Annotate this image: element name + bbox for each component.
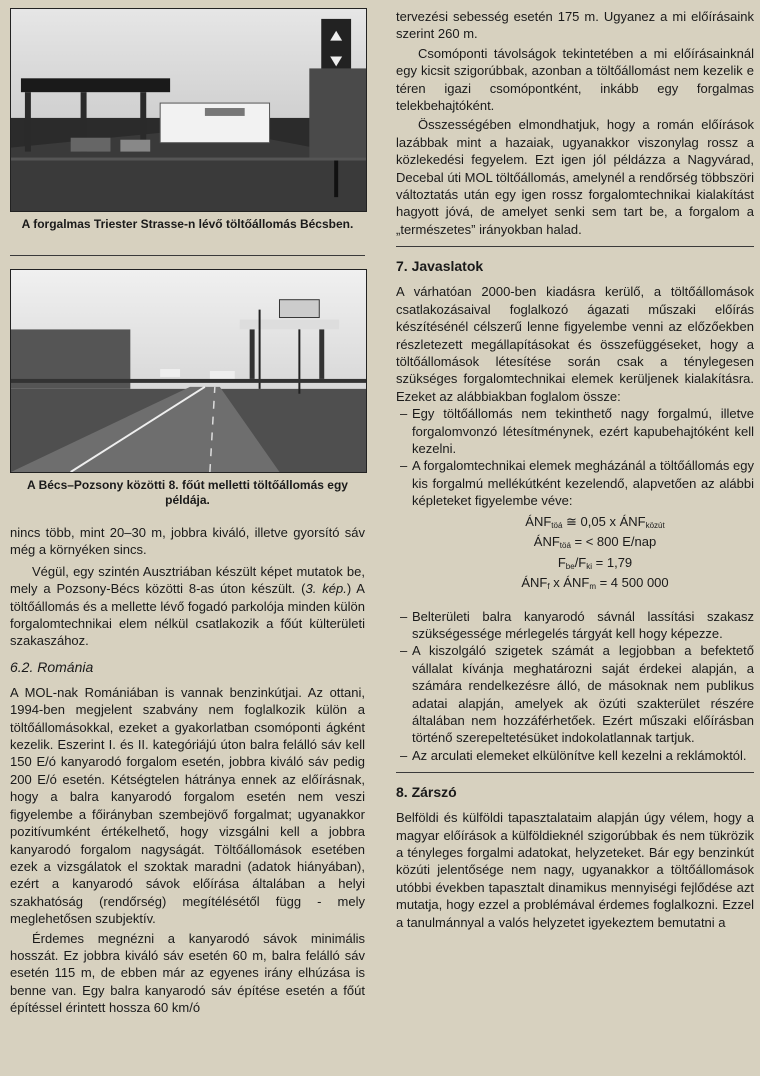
section-heading-closing: 8. Zárszó bbox=[396, 784, 457, 801]
divider-rule bbox=[396, 772, 754, 773]
paragraph-romania: A MOL-nak Romániában is vannak benzinkútjai. Az ottani, 1994-ben megjelent szabvány nem foglalkozik külön a töltőállomásokkal, ezeket a gyakorlatban csomóponti ágként kezelik. Eszerint I. és II. kategóriájú úton balra felálló sáv kell 150 E/ó kanyarodó forgalom esetén, jobbra kiváló sáv pedig 200 E/ó esetén. Kétségtelen hátránya ennek az előírásnak, hogy a balra kanyarodó forgalom esetén nem veszi figyelembe a főirányban szembejövő forgalmat; ugyanakkor pozitívumként értékelhető, hogy vizsgálni kell a jobbra kanyarodó forgalom nagyságát. Töltőállomások esetében ezek a vizsgálatok el szoktak maradni (adatok hiányában), ezért a kanyarodó sávok előírása általában a helyi szakhatóság (rendőrség) megítélésétől függ - mely meglehetősen szubjektív. bbox=[10, 684, 365, 927]
photo-vienna-image bbox=[11, 9, 366, 211]
list-item: – Egy töltőállomás nem tekinthető nagy forgalmú, illetve forgalomvonzó létesítménynek, ezért kapubehajtóként kell kezelni. bbox=[396, 405, 754, 457]
divider-rule bbox=[10, 255, 365, 256]
formula-4: $ÁNF_f$ x $ÁNF_m = 4$ 500 000 bbox=[521, 575, 669, 592]
list-item: – Az arculati elemeket elkülönítve kell kezelni a reklámoktól. bbox=[396, 747, 754, 764]
formula-1: $ÁNF_{töá}$ ≅ 0,05 x $ÁNF_{közút}$ bbox=[525, 513, 665, 530]
left-body bbox=[10, 524, 365, 1017]
paragraph: nincs több, mint 20–30 m, jobbra kiváló, illetve gyorsító sáv még a környéken sincs. bbox=[10, 525, 365, 558]
paragraph-austria-photo bbox=[10, 563, 365, 650]
paragraph: tervezési sebesség esetén 175 m. Ugyanez a mi előírásaink szerint 260 m. bbox=[396, 9, 754, 42]
right-column bbox=[396, 8, 754, 931]
paragraph-lane-length: Érdemes megnézni a kanyarodó sávok minimális hosszát. Ez jobbra kiváló sáv esetén 60 m, balra felálló sáv esetén 115 m, de ebben már az egyenes irány elhúzása is benne van. Egy balra kanyarodó sáv építése esetén a főút építéssel érintett hossza 60 km/ó bbox=[10, 930, 365, 1016]
paragraph-summary: Összességében elmondhatjuk, hogy a román előírások lazábbak mint a hazaiak, ugyanakkor viszonylag rossz a közlekedési fegyelem. Ezt igen jól példázza a Nagyvárad, Decebal úti MOL töltőállomás, amelynél a rendőrség többszöri változtatás után egy igen rossz forgalomtechnikai kialakítást hagyott jóvá, de amelyet senki sem tart be, a forgalom a „természetes” irányokban halad. bbox=[396, 117, 754, 237]
caption-photo-2: A Bécs–Pozsony közötti 8. főút melletti töltőállomás egy példája. bbox=[27, 478, 348, 507]
divider-rule bbox=[396, 246, 754, 247]
list-item: – A kiszolgáló szigetek számát a legjobban a befektető vállalat kívánja meghatározni saját érdekei alapján, a számára rendelkezésre álló, de másoknak nem publikus adatai alapján, amelyek ak özúti szakterület részére általában nem hozzáférhetőek. Ezért műszaki előírásban történő szerepeltetésüket indokolatlannak tartjuk. bbox=[396, 642, 754, 746]
photo-vienna-station bbox=[10, 8, 367, 212]
caption-photo-1: A forgalmas Triester Strasse-n lévő töltőállomás Bécsben. bbox=[21, 217, 354, 231]
paragraph-text: Végül, egy szintén Ausztriában készült képet mutatok be, mely a Pozsony-Bécs közötti 8-as úton készült. ( bbox=[10, 563, 365, 597]
subsection-heading-romania: 6.2. Románia bbox=[10, 658, 94, 675]
left-column bbox=[10, 8, 365, 1017]
list-item: – Belterületi balra kanyarodó sávnál lassítási szakasz szükségessége mérlegelés tárgyát kell hogy képezze. bbox=[396, 608, 754, 643]
section-heading-proposals: 7. Javaslatok bbox=[396, 258, 484, 275]
photo-bratislava-road bbox=[10, 269, 367, 473]
list-item: – A forgalomtechnikai elemek megházánál a töltőállomás egy kis forgalmú mellékútként kezelendő, alapvetően az alábbi képleteket figyelembe véve: bbox=[396, 457, 754, 509]
formula-3: $F_{be}/F_{ki} = 1,79$ bbox=[557, 554, 633, 571]
formula-2: $ÁNF_{töá}$ = < 800 E/nap bbox=[533, 534, 657, 551]
paragraph-proposals: A várhatóan 2000-ben kiadásra kerülő, a töltőállomások csatlakozásaival foglalkozó ágazati műszaki előírás készítésénél célszerű lenne figyelembe venni az előzőekben részletezett megállapításokat és összefüggéseket, hogy a töltőállomások létesítése során csak a ténylegesen szükséges forgalomtechnikai elemek kerüljenek kialakításra. Ezeket az alábbiakban foglalom össze: bbox=[396, 284, 754, 404]
photo-road-image bbox=[11, 270, 366, 472]
photo-reference: 3. kép. bbox=[305, 581, 347, 597]
paragraph-junction-distance: Csomóponti távolságok tekintetében a mi előírásainknál egy kicsit szigorúbbak, azonban a töltőállomást nem kezelik e téren igazi csomópontként, inkább egy forgalmas telekbehajtóként. bbox=[396, 45, 754, 114]
paragraph-text: ) A töltőállomás és a mellette lévő fogadó parkolója minden külön forgalomtechnikai elem nélkül csatlakozik a főút külterületi szakaszához. bbox=[10, 581, 365, 649]
formula-block bbox=[436, 514, 754, 596]
paragraph-closing: Belföldi és külföldi tapasztalataim alapján úgy vélem, hogy a magyar előírások a külföldieknél szigorúbbak és nem tükrözik a tényleges forgalmi adatokat, helyzeteket. Bár egy benzinkút közúti jelentősége nem nagy, ugyanakkor a töltőállomások utóbbi években tapasztalt dinamikus mennyiségi fejlődése azt mutatja, hogy ezzel a problémával érdemes foglalkozni. Ezzel a tanulmánnyal a valós helyzetet igyekeztem bemutatni a bbox=[396, 810, 754, 930]
